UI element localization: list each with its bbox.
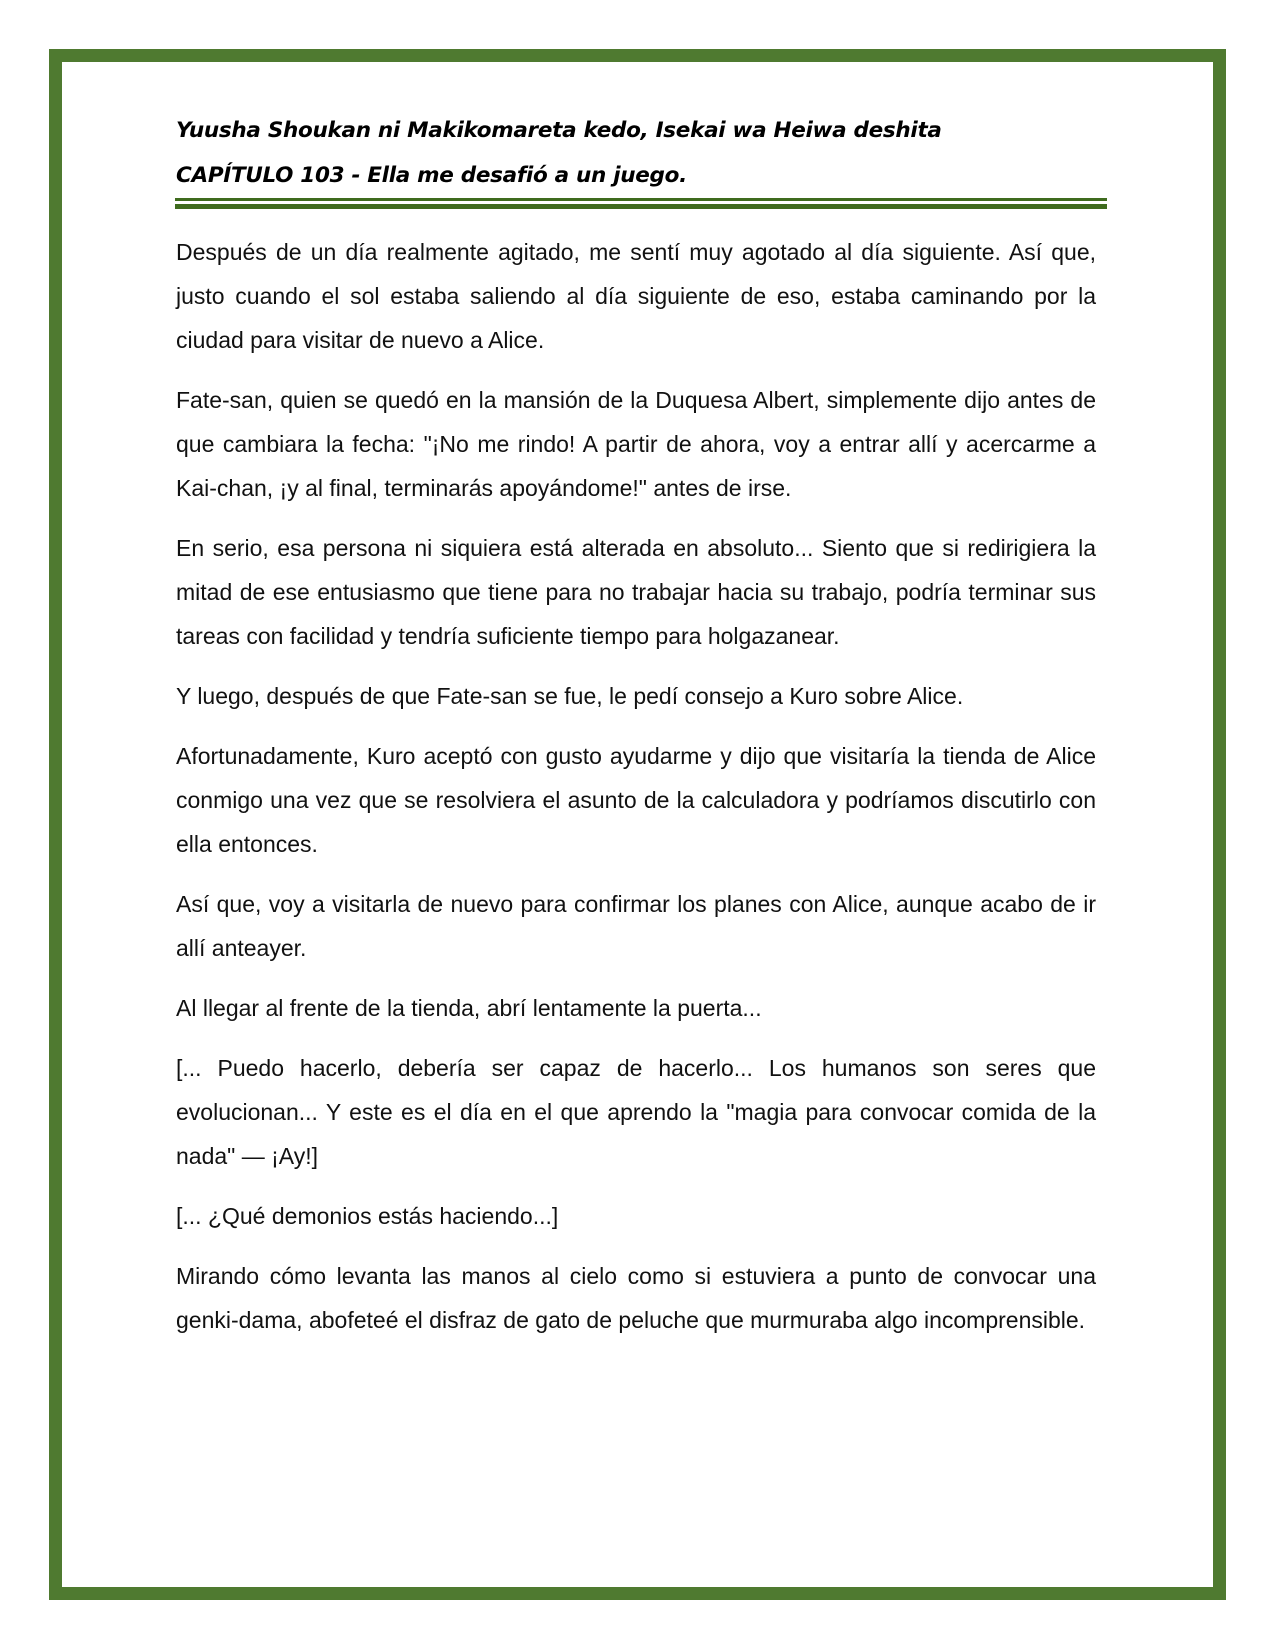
series-title: Yuusha Shoukan ni Makikomareta kedo, Isekai wa Heiwa deshita <box>176 118 942 143</box>
chapter-body <box>176 230 1096 1342</box>
paragraph: En serio, esa persona ni siquiera está alterada en absoluto... Siento que si redirigiera la mitad de ese entusiasmo que tiene para no trabajar hacia su trabajo, podría terminar sus tareas con facilidad y tendría suficiente tiempo para holgazanear. <box>176 535 1096 649</box>
paragraph: Así que, voy a visitarla de nuevo para confirmar los planes con Alice, aunque acabo de ir allí anteayer. <box>176 891 1096 961</box>
paragraph: Afortunadamente, Kuro aceptó con gusto ayudarme y dijo que visitaría la tienda de Alice conmigo una vez que se resolviera el asunto de la calculadora y podríamos discutirlo con ella entonces. <box>176 743 1096 857</box>
paragraph: [... ¿Qué demonios estás haciendo...] <box>176 1203 559 1229</box>
document-header <box>176 117 1096 190</box>
paragraph: Mirando cómo levanta las manos al cielo como si estuviera a punto de convocar una genki-dama, abofeteé el disfraz de gato de peluche que murmuraba algo incomprensible. <box>176 1263 1096 1333</box>
paragraph: [... Puedo hacerlo, debería ser capaz de hacerlo... Los humanos son seres que evolucionan... Y este es el día en el que aprendo la "magia para convocar comida de la nada" — ¡Ay!] <box>176 1055 1096 1169</box>
paragraph: Y luego, después de que Fate-san se fue, le pedí consejo a Kuro sobre Alice. <box>176 683 964 709</box>
paragraph: Fate-san, quien se quedó en la mansión de la Duquesa Albert, simplemente dijo antes de que cambiara la fecha: "¡No me rindo! A partir de ahora, voy a entrar allí y acercarme a Kai-chan, ¡y al final, terminarás apoyándome!" antes de irse. <box>176 387 1096 501</box>
paragraph: Al llegar al frente de la tienda, abrí lentamente la puerta... <box>176 995 762 1021</box>
paragraph: Después de un día realmente agitado, me sentí muy agotado al día siguiente. Así que, justo cuando el sol estaba saliendo al día siguiente de eso, estaba caminando por la ciudad para visitar de nuevo a Alice. <box>176 239 1096 353</box>
chapter-title: CAPÍTULO 103 - Ella me desafió a un juego. <box>176 163 687 188</box>
header-rule <box>175 198 1107 209</box>
header-rule-thick <box>175 204 1107 209</box>
document-content <box>176 112 1096 1358</box>
